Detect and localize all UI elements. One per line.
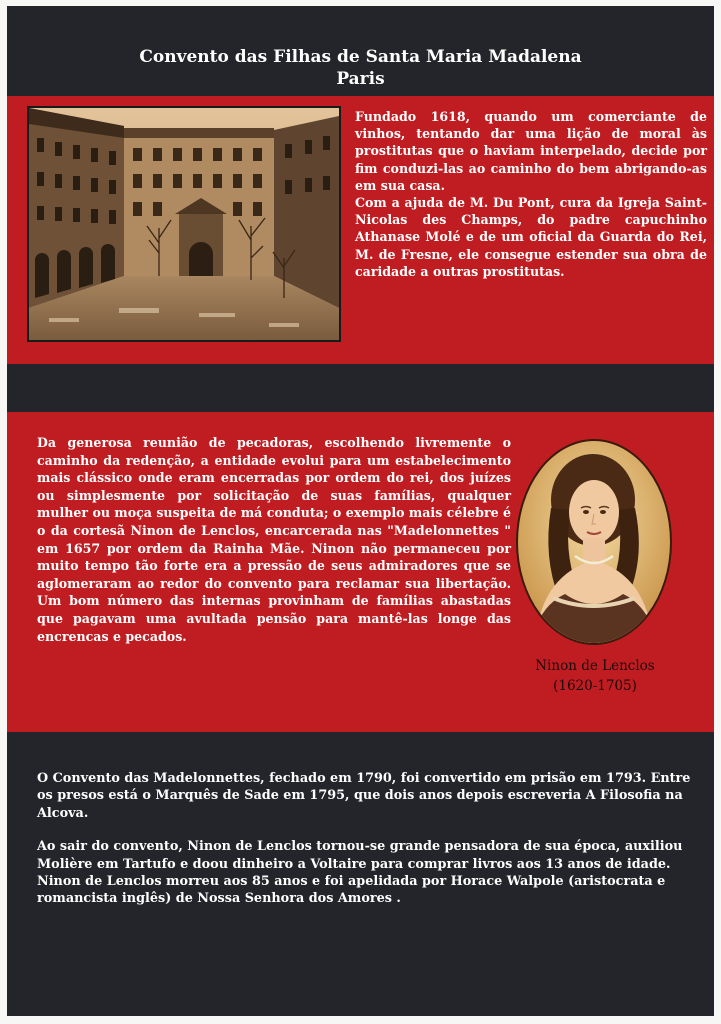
expansion-paragraph: Com a ajuda de M. Du Pont, cura da Igreja Saint-Nicolas des Champs, do padre capuchinho Athanase Molé e de um oficial da Guarda do Rei, M. de Fresne, ele consegue estender sua obra de caridade a outras prostitutas. (355, 195, 707, 279)
portrait-caption (507, 656, 683, 696)
ninon-portrait (515, 438, 673, 646)
redemption-text (37, 434, 511, 645)
founding-paragraph: Fundado 1618, quando um comerciante de vinhos, tentando dar uma lição de moral às prostitutas que o haviam interpelado, decide por fim conduzi-las ao caminho do bem abrigando-as em sua casa. (355, 109, 707, 193)
convent-photo (27, 106, 341, 342)
portrait-image (515, 438, 673, 646)
redemption-paragraph: Da generosa reunião de pecadoras, escolhendo livremente o caminho da redenção, a entidade evolui para um estabelecimento mais clássico onde eram encerradas por ordem do rei, dos juízes ou simplesmente por solicitação de suas famílias, qualquer mulher ou moça suspeita de má conduta; o exemplo mais célebre é o da cortesã Ninon de Lenclos, encarcerada nas "Madelonnettes " em 1657 por ordem da Rainha Mãe. Ninon não permaneceu por muito tempo tão forte era a pressão de seus admiradores que se aglomeraram ao redor do convento para reclamar sua libertação. Um bom número das internas provinham de famílias abastadas que pagavam uma avultada pensão para mantê-las longe das encrencas e pecados. (37, 435, 511, 644)
prison-paragraph: O Convento das Madelonnettes, fechado em 1790, foi convertido em prisão em 1793. Entre os presos está o Marquês de Sade em 1795, que dois anos depois escreveria A Filosofia na Alcova. (37, 771, 691, 821)
caption-years: (1620-1705) (553, 678, 637, 694)
page-title (7, 46, 714, 90)
title-line-2: Paris (336, 69, 385, 89)
caption-name: Ninon de Lenclos (535, 658, 655, 674)
convent-courtyard-image (29, 108, 339, 340)
later-history-text (37, 770, 699, 908)
death-paragraph: Ninon de Lenclos morreu aos 85 anos e foi apelidada por Horace Walpole (aristocrata e romancista inglês) de Nossa Senhora dos Amores . (37, 874, 666, 907)
thinker-paragraph: Ao sair do convento, Ninon de Lenclos tornou-se grande pensadora de sua época, auxiliou Molière em Tartufo e doou dinheiro a Voltaire para comprar livros aos 13 anos de idade. (37, 839, 683, 872)
founding-text (355, 108, 707, 280)
history-band (7, 96, 714, 364)
ninon-band (7, 412, 714, 732)
flyer-page (7, 6, 714, 1016)
title-line-1: Convento das Filhas de Santa Maria Madalena (139, 47, 582, 67)
